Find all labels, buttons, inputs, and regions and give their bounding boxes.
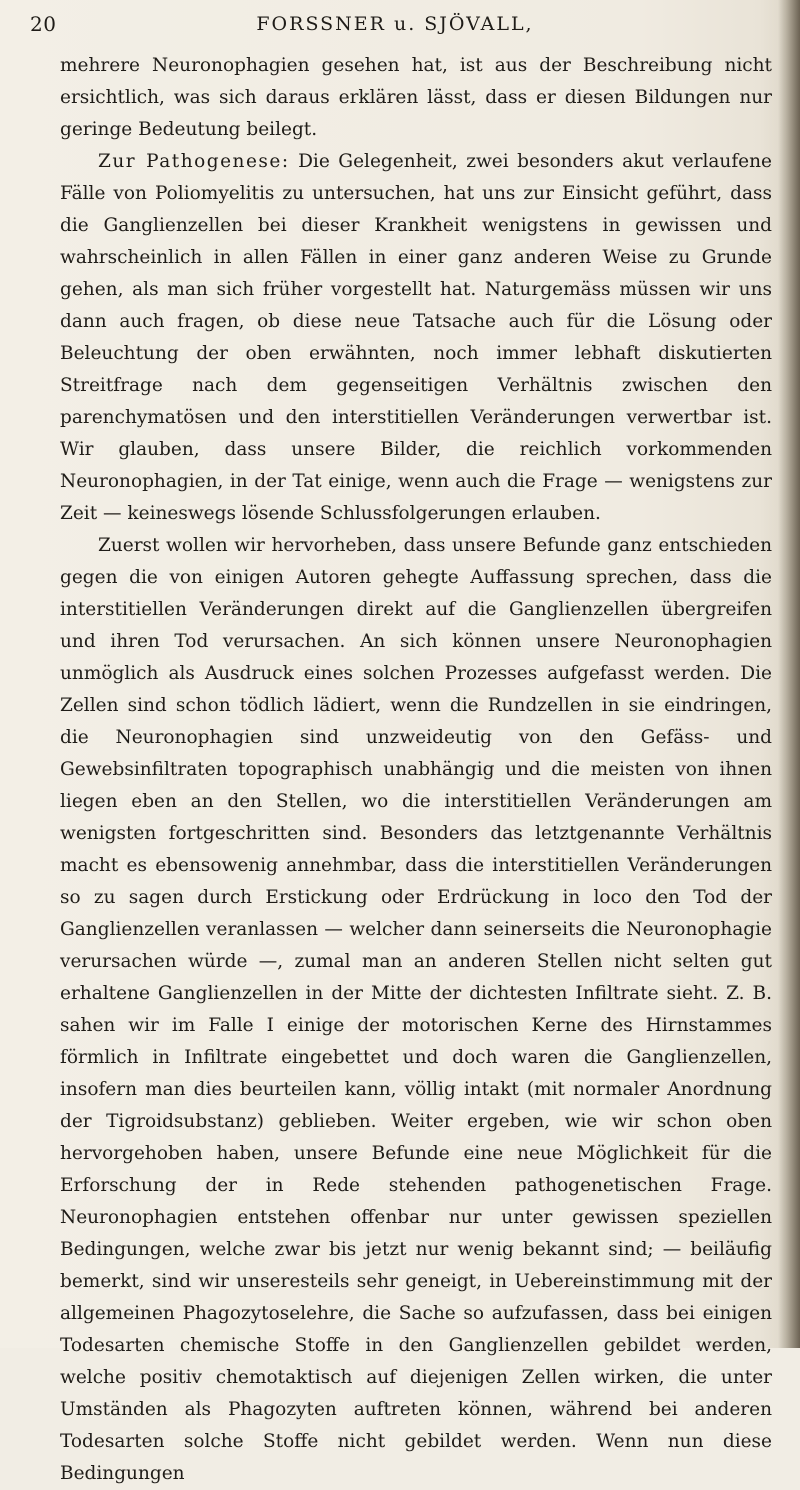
section-lead-in: Zur Pathogenese:: [98, 151, 290, 172]
paragraph-pathogenese: [60, 146, 772, 530]
page-header: [30, 12, 760, 42]
page-edge-shadow: [778, 0, 800, 1348]
paragraph-text: Die Gelegenheit, zwei besonders akut verlaufene Fälle von Poliomyelitis zu untersuchen, hat uns zur Einsicht geführt, dass die Ganglienzellen bei dieser Krankheit wenigstens in gewissen und wahrscheinlich in allen Fällen in einer ganz anderen Weise zu Grunde gehen, als man sich früher vorgestellt hat. Naturgemäss müssen wir uns dann auch fragen, ob diese neue Tatsache auch für die Lösung oder Beleuchtung der oben erwähnten, noch immer lebhaft diskutierten Streitfrage nach dem gegenseitigen Verhältnis zwischen den parenchymatösen und den interstitiellen Veränderungen verwertbar ist. Wir glauben, dass unsere Bilder, die reichlich vorkommenden Neuronophagien, in der Tat einige, wenn auch die Frage — wenigstens zur Zeit — keineswegs lösende Schlussfolgerungen erlauben.: [60, 151, 772, 524]
running-head: FORSSNER u. SJÖVALL,: [256, 13, 534, 35]
paragraph-findings: Zuerst wollen wir hervorheben, dass unsere Befunde ganz entschieden gegen die von einigen Autoren gehegte Auffassung sprechen, dass die interstitiellen Veränderungen direkt auf die Ganglienzellen übergreifen und ihren Tod verursachen. An sich können unsere Neuronophagien unmöglich als Ausdruck eines solchen Prozesses aufgefasst werden. Die Zellen sind schon tödlich lädiert, wenn die Rundzellen in sie eindringen, die Neuronophagien sind unzweideutig von den Gefäss- und Gewebsinfiltraten topographisch unabhängig und die meisten von ihnen liegen eben an den Stellen, wo die interstitiellen Veränderungen am wenigsten fortgeschritten sind. Besonders das letztgenannte Verhältnis macht es ebensowenig annehmbar, dass die interstitiellen Veränderungen so zu sagen durch Erstickung oder Erdrückung in loco den Tod der Ganglienzellen veranlassen — welcher dann seinerseits die Neuronophagie verursachen würde —, zumal man an anderen Stellen nicht selten gut erhaltene Ganglienzellen in der Mitte der dichtesten Infiltrate sieht. Z. B. sahen wir im Falle I einige der motorischen Kerne des Hirnstammes förmlich in Infiltrate eingebettet und doch waren die Ganglienzellen, insofern man dies beurteilen kann, völlig intakt (mit normaler Anordnung der Tigroidsubstanz) geblieben. Weiter ergeben, wie wir schon oben hervorgehoben haben, unsere Befunde eine neue Möglichkeit für die Erforschung der in Rede stehenden pathogenetischen Frage. Neuronophagien entstehen offenbar nur unter gewissen speziellen Bedingungen, welche zwar bis jetzt nur wenig bekannt sind; — beiläufig bemerkt, sind wir unseresteils sehr geneigt, in Uebereinstimmung mit der allgemeinen Phagozytoselehre, die Sache so aufzufassen, dass bei einigen Todesarten chemische Stoffe in den Ganglienzellen gebildet werden, welche positiv chemotaktisch auf diejenigen Zellen wirken, die unter Umständen als Phagozyten auftreten können, während bei anderen Todesarten solche Stoffe nicht gebildet werden. Wenn nun diese Bedingungen: [60, 535, 772, 1484]
paragraph-continuation: mehrere Neuronophagien gesehen hat, ist aus der Beschreibung nicht ersichtlich, was sich daraus erklären lässt, dass er diesen Bildungen nur geringe Bedeutung beilegt.: [60, 55, 772, 140]
page-number: 20: [30, 12, 57, 36]
body-text: [60, 50, 772, 1490]
